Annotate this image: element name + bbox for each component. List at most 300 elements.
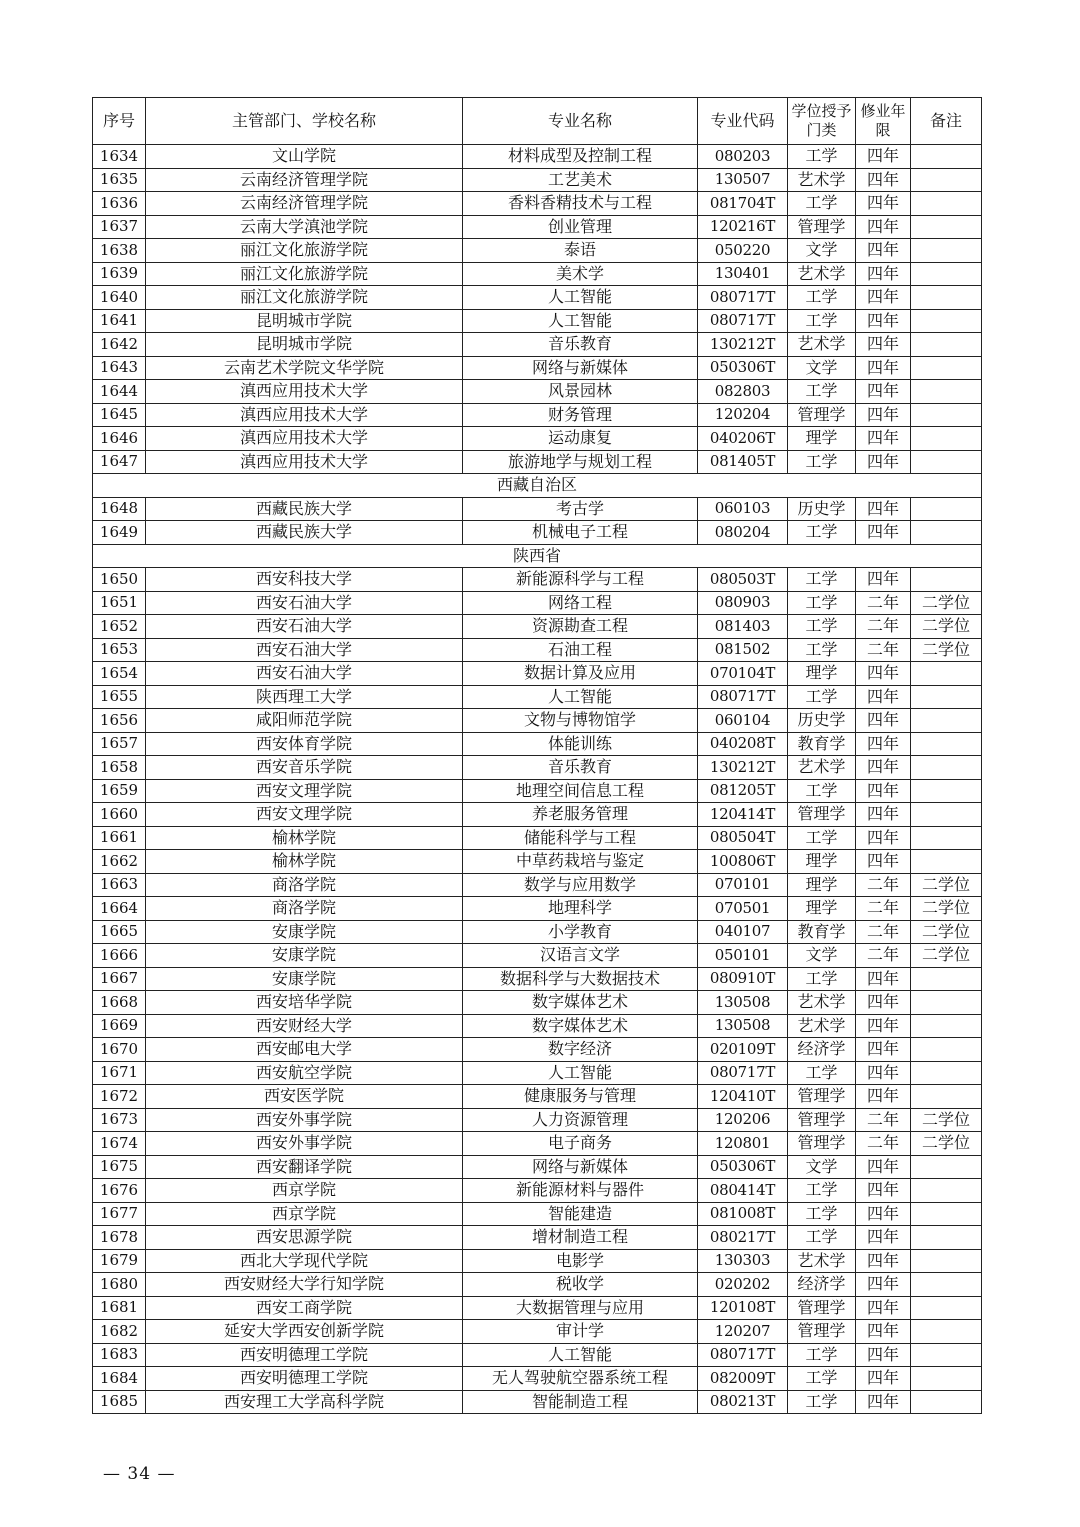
cell-note bbox=[911, 521, 982, 545]
cell-school: 陕西理工大学 bbox=[146, 685, 463, 709]
table-row bbox=[93, 1108, 982, 1132]
table-row bbox=[93, 826, 982, 850]
cell-major: 石油工程 bbox=[463, 638, 698, 662]
cell-seq: 1682 bbox=[93, 1320, 146, 1344]
cell-degree: 艺术学 bbox=[788, 168, 856, 192]
cell-seq: 1636 bbox=[93, 192, 146, 216]
cell-duration: 四年 bbox=[856, 1296, 911, 1320]
cell-seq: 1648 bbox=[93, 497, 146, 521]
cell-note bbox=[911, 286, 982, 310]
cell-duration: 四年 bbox=[856, 521, 911, 545]
table-row bbox=[93, 1132, 982, 1156]
cell-note bbox=[911, 991, 982, 1015]
cell-school: 西安思源学院 bbox=[146, 1226, 463, 1250]
cell-note bbox=[911, 1226, 982, 1250]
cell-note bbox=[911, 309, 982, 333]
cell-code: 120204 bbox=[698, 403, 788, 427]
cell-degree: 工学 bbox=[788, 779, 856, 803]
cell-major: 机械电子工程 bbox=[463, 521, 698, 545]
cell-major: 数字经济 bbox=[463, 1038, 698, 1062]
cell-seq: 1634 bbox=[93, 145, 146, 169]
cell-degree: 理学 bbox=[788, 873, 856, 897]
cell-seq: 1657 bbox=[93, 732, 146, 756]
cell-duration: 四年 bbox=[856, 1014, 911, 1038]
table-row bbox=[93, 239, 982, 263]
cell-degree: 工学 bbox=[788, 591, 856, 615]
cell-school: 西安翻译学院 bbox=[146, 1155, 463, 1179]
cell-duration: 四年 bbox=[856, 192, 911, 216]
cell-major: 创业管理 bbox=[463, 215, 698, 239]
cell-note bbox=[911, 497, 982, 521]
cell-major: 材料成型及控制工程 bbox=[463, 145, 698, 169]
cell-school: 滇西应用技术大学 bbox=[146, 403, 463, 427]
cell-major: 地理科学 bbox=[463, 897, 698, 921]
cell-degree: 工学 bbox=[788, 1179, 856, 1203]
table-row bbox=[93, 991, 982, 1015]
cell-major: 健康服务与管理 bbox=[463, 1085, 698, 1109]
cell-seq: 1674 bbox=[93, 1132, 146, 1156]
cell-code: 080203 bbox=[698, 145, 788, 169]
cell-code: 080414T bbox=[698, 1179, 788, 1203]
cell-duration: 四年 bbox=[856, 991, 911, 1015]
table-row bbox=[93, 944, 982, 968]
cell-note: 二学位 bbox=[911, 873, 982, 897]
cell-code: 080504T bbox=[698, 826, 788, 850]
cell-major: 数据计算及应用 bbox=[463, 662, 698, 686]
cell-seq: 1666 bbox=[93, 944, 146, 968]
cell-seq: 1656 bbox=[93, 709, 146, 733]
cell-major: 数据科学与大数据技术 bbox=[463, 967, 698, 991]
cell-school: 西安理工大学高科学院 bbox=[146, 1390, 463, 1414]
cell-code: 081403 bbox=[698, 615, 788, 639]
cell-school: 咸阳师范学院 bbox=[146, 709, 463, 733]
cell-school: 西安石油大学 bbox=[146, 662, 463, 686]
table-row bbox=[93, 286, 982, 310]
cell-degree: 工学 bbox=[788, 1202, 856, 1226]
cell-duration: 四年 bbox=[856, 286, 911, 310]
cell-note bbox=[911, 826, 982, 850]
table-row bbox=[93, 1273, 982, 1297]
section-row bbox=[93, 544, 982, 568]
cell-note bbox=[911, 1179, 982, 1203]
cell-school: 西安明德理工学院 bbox=[146, 1343, 463, 1367]
cell-duration: 二年 bbox=[856, 920, 911, 944]
cell-code: 120216T bbox=[698, 215, 788, 239]
cell-school: 安康学院 bbox=[146, 967, 463, 991]
cell-duration: 二年 bbox=[856, 944, 911, 968]
cell-code: 080903 bbox=[698, 591, 788, 615]
cell-code: 080213T bbox=[698, 1390, 788, 1414]
cell-degree: 管理学 bbox=[788, 215, 856, 239]
table-row bbox=[93, 732, 982, 756]
cell-seq: 1679 bbox=[93, 1249, 146, 1273]
cell-major: 网络与新媒体 bbox=[463, 1155, 698, 1179]
cell-school: 西安工商学院 bbox=[146, 1296, 463, 1320]
cell-degree: 工学 bbox=[788, 1226, 856, 1250]
cell-school: 西安邮电大学 bbox=[146, 1038, 463, 1062]
cell-seq: 1668 bbox=[93, 991, 146, 1015]
cell-note bbox=[911, 1202, 982, 1226]
cell-major: 资源勘查工程 bbox=[463, 615, 698, 639]
table-row bbox=[93, 403, 982, 427]
cell-seq: 1655 bbox=[93, 685, 146, 709]
cell-school: 西北大学现代学院 bbox=[146, 1249, 463, 1273]
table-row bbox=[93, 356, 982, 380]
cell-duration: 四年 bbox=[856, 1061, 911, 1085]
cell-degree: 工学 bbox=[788, 685, 856, 709]
table-row bbox=[93, 1226, 982, 1250]
cell-seq: 1663 bbox=[93, 873, 146, 897]
cell-major: 人工智能 bbox=[463, 685, 698, 709]
cell-degree: 工学 bbox=[788, 826, 856, 850]
cell-duration: 四年 bbox=[856, 826, 911, 850]
table-row bbox=[93, 756, 982, 780]
cell-seq: 1664 bbox=[93, 897, 146, 921]
table-row bbox=[93, 380, 982, 404]
cell-code: 082803 bbox=[698, 380, 788, 404]
cell-seq: 1671 bbox=[93, 1061, 146, 1085]
table-row bbox=[93, 1155, 982, 1179]
cell-seq: 1673 bbox=[93, 1108, 146, 1132]
cell-code: 060104 bbox=[698, 709, 788, 733]
cell-major: 新能源材料与器件 bbox=[463, 1179, 698, 1203]
cell-seq: 1669 bbox=[93, 1014, 146, 1038]
cell-school: 昆明城市学院 bbox=[146, 333, 463, 357]
cell-degree: 工学 bbox=[788, 1367, 856, 1391]
table-row bbox=[93, 427, 982, 451]
cell-major: 财务管理 bbox=[463, 403, 698, 427]
table-row bbox=[93, 145, 982, 169]
cell-seq: 1637 bbox=[93, 215, 146, 239]
cell-seq: 1654 bbox=[93, 662, 146, 686]
cell-note bbox=[911, 168, 982, 192]
cell-degree: 文学 bbox=[788, 944, 856, 968]
cell-degree: 艺术学 bbox=[788, 262, 856, 286]
cell-code: 082009T bbox=[698, 1367, 788, 1391]
cell-degree: 工学 bbox=[788, 380, 856, 404]
table-row bbox=[93, 215, 982, 239]
cell-school: 西安音乐学院 bbox=[146, 756, 463, 780]
cell-code: 080717T bbox=[698, 309, 788, 333]
cell-degree: 工学 bbox=[788, 192, 856, 216]
cell-duration: 四年 bbox=[856, 779, 911, 803]
cell-major: 汉语言文学 bbox=[463, 944, 698, 968]
cell-duration: 四年 bbox=[856, 732, 911, 756]
cell-duration: 四年 bbox=[856, 1390, 911, 1414]
cell-code: 080503T bbox=[698, 568, 788, 592]
cell-code: 080717T bbox=[698, 1343, 788, 1367]
cell-duration: 四年 bbox=[856, 239, 911, 263]
cell-seq: 1644 bbox=[93, 380, 146, 404]
cell-degree: 文学 bbox=[788, 1155, 856, 1179]
cell-major: 文物与博物馆学 bbox=[463, 709, 698, 733]
cell-degree: 工学 bbox=[788, 638, 856, 662]
cell-duration: 四年 bbox=[856, 380, 911, 404]
cell-seq: 1672 bbox=[93, 1085, 146, 1109]
cell-major: 音乐教育 bbox=[463, 333, 698, 357]
cell-major: 中草药栽培与鉴定 bbox=[463, 850, 698, 874]
cell-duration: 四年 bbox=[856, 168, 911, 192]
cell-degree: 工学 bbox=[788, 1061, 856, 1085]
table-row bbox=[93, 333, 982, 357]
cell-duration: 四年 bbox=[856, 1367, 911, 1391]
cell-degree: 工学 bbox=[788, 521, 856, 545]
cell-note bbox=[911, 685, 982, 709]
cell-note bbox=[911, 967, 982, 991]
cell-seq: 1638 bbox=[93, 239, 146, 263]
table-row bbox=[93, 709, 982, 733]
cell-major: 人工智能 bbox=[463, 1061, 698, 1085]
cell-degree: 教育学 bbox=[788, 732, 856, 756]
cell-school: 商洛学院 bbox=[146, 897, 463, 921]
cell-school: 丽江文化旅游学院 bbox=[146, 262, 463, 286]
table-row bbox=[93, 897, 982, 921]
cell-degree: 管理学 bbox=[788, 1296, 856, 1320]
cell-code: 040206T bbox=[698, 427, 788, 451]
header-major: 专业名称 bbox=[463, 98, 698, 145]
majors-table bbox=[92, 97, 982, 1414]
cell-code: 080717T bbox=[698, 286, 788, 310]
cell-degree: 工学 bbox=[788, 568, 856, 592]
cell-code: 100806T bbox=[698, 850, 788, 874]
cell-major: 电子商务 bbox=[463, 1132, 698, 1156]
cell-duration: 四年 bbox=[856, 403, 911, 427]
cell-seq: 1659 bbox=[93, 779, 146, 803]
header-degree: 学位授予门类 bbox=[788, 98, 856, 145]
cell-major: 地理空间信息工程 bbox=[463, 779, 698, 803]
cell-seq: 1683 bbox=[93, 1343, 146, 1367]
cell-code: 130212T bbox=[698, 756, 788, 780]
cell-duration: 四年 bbox=[856, 262, 911, 286]
cell-major: 小学教育 bbox=[463, 920, 698, 944]
cell-major: 香料香精技术与工程 bbox=[463, 192, 698, 216]
cell-degree: 理学 bbox=[788, 427, 856, 451]
cell-code: 081704T bbox=[698, 192, 788, 216]
table-row bbox=[93, 1320, 982, 1344]
cell-seq: 1681 bbox=[93, 1296, 146, 1320]
cell-seq: 1640 bbox=[93, 286, 146, 310]
cell-major: 考古学 bbox=[463, 497, 698, 521]
cell-duration: 四年 bbox=[856, 1179, 911, 1203]
cell-degree: 工学 bbox=[788, 145, 856, 169]
cell-degree: 经济学 bbox=[788, 1038, 856, 1062]
cell-school: 西藏民族大学 bbox=[146, 497, 463, 521]
cell-major: 审计学 bbox=[463, 1320, 698, 1344]
cell-seq: 1658 bbox=[93, 756, 146, 780]
table-row bbox=[93, 168, 982, 192]
table-row bbox=[93, 521, 982, 545]
table-row bbox=[93, 615, 982, 639]
cell-note: 二学位 bbox=[911, 1132, 982, 1156]
cell-duration: 二年 bbox=[856, 615, 911, 639]
cell-note bbox=[911, 356, 982, 380]
cell-degree: 经济学 bbox=[788, 1273, 856, 1297]
cell-degree: 管理学 bbox=[788, 403, 856, 427]
cell-school: 西安财经大学 bbox=[146, 1014, 463, 1038]
cell-note bbox=[911, 450, 982, 474]
cell-note bbox=[911, 732, 982, 756]
cell-degree: 工学 bbox=[788, 615, 856, 639]
cell-seq: 1676 bbox=[93, 1179, 146, 1203]
cell-degree: 文学 bbox=[788, 356, 856, 380]
cell-degree: 管理学 bbox=[788, 1085, 856, 1109]
cell-duration: 四年 bbox=[856, 1249, 911, 1273]
cell-note bbox=[911, 568, 982, 592]
cell-school: 云南经济管理学院 bbox=[146, 192, 463, 216]
cell-code: 120410T bbox=[698, 1085, 788, 1109]
table-row bbox=[93, 1038, 982, 1062]
cell-major: 电影学 bbox=[463, 1249, 698, 1273]
cell-school: 榆林学院 bbox=[146, 850, 463, 874]
cell-seq: 1645 bbox=[93, 403, 146, 427]
cell-seq: 1635 bbox=[93, 168, 146, 192]
cell-major: 人工智能 bbox=[463, 309, 698, 333]
cell-note bbox=[911, 756, 982, 780]
cell-degree: 艺术学 bbox=[788, 1014, 856, 1038]
cell-code: 080717T bbox=[698, 685, 788, 709]
cell-major: 无人驾驶航空器系统工程 bbox=[463, 1367, 698, 1391]
cell-seq: 1678 bbox=[93, 1226, 146, 1250]
cell-degree: 管理学 bbox=[788, 803, 856, 827]
cell-school: 西安石油大学 bbox=[146, 591, 463, 615]
cell-school: 西安明德理工学院 bbox=[146, 1367, 463, 1391]
cell-degree: 理学 bbox=[788, 897, 856, 921]
cell-major: 美术学 bbox=[463, 262, 698, 286]
cell-degree: 艺术学 bbox=[788, 1249, 856, 1273]
cell-major: 网络与新媒体 bbox=[463, 356, 698, 380]
cell-seq: 1677 bbox=[93, 1202, 146, 1226]
section-title: 西藏自治区 bbox=[93, 474, 982, 498]
table-row bbox=[93, 1367, 982, 1391]
cell-degree: 理学 bbox=[788, 850, 856, 874]
table-row bbox=[93, 685, 982, 709]
header-code: 专业代码 bbox=[698, 98, 788, 145]
cell-note bbox=[911, 427, 982, 451]
cell-note: 二学位 bbox=[911, 615, 982, 639]
cell-school: 西安财经大学行知学院 bbox=[146, 1273, 463, 1297]
cell-major: 工艺美术 bbox=[463, 168, 698, 192]
cell-code: 120801 bbox=[698, 1132, 788, 1156]
cell-major: 增材制造工程 bbox=[463, 1226, 698, 1250]
cell-school: 西安培华学院 bbox=[146, 991, 463, 1015]
cell-degree: 工学 bbox=[788, 450, 856, 474]
cell-seq: 1642 bbox=[93, 333, 146, 357]
cell-seq: 1680 bbox=[93, 1273, 146, 1297]
cell-duration: 四年 bbox=[856, 450, 911, 474]
cell-school: 西安体育学院 bbox=[146, 732, 463, 756]
cell-note bbox=[911, 1014, 982, 1038]
cell-note bbox=[911, 1296, 982, 1320]
table-row bbox=[93, 803, 982, 827]
table-row bbox=[93, 1390, 982, 1414]
cell-degree: 工学 bbox=[788, 286, 856, 310]
cell-school: 滇西应用技术大学 bbox=[146, 380, 463, 404]
cell-note bbox=[911, 1085, 982, 1109]
section-title: 陕西省 bbox=[93, 544, 982, 568]
cell-note bbox=[911, 215, 982, 239]
table-row bbox=[93, 591, 982, 615]
cell-seq: 1647 bbox=[93, 450, 146, 474]
cell-major: 人工智能 bbox=[463, 1343, 698, 1367]
cell-duration: 四年 bbox=[856, 215, 911, 239]
cell-school: 云南经济管理学院 bbox=[146, 168, 463, 192]
cell-school: 云南大学滇池学院 bbox=[146, 215, 463, 239]
cell-degree: 工学 bbox=[788, 967, 856, 991]
table-row bbox=[93, 1014, 982, 1038]
cell-duration: 四年 bbox=[856, 1038, 911, 1062]
cell-code: 080217T bbox=[698, 1226, 788, 1250]
cell-code: 020202 bbox=[698, 1273, 788, 1297]
cell-code: 130401 bbox=[698, 262, 788, 286]
cell-note bbox=[911, 850, 982, 874]
cell-major: 旅游地学与规划工程 bbox=[463, 450, 698, 474]
cell-major: 智能建造 bbox=[463, 1202, 698, 1226]
cell-note bbox=[911, 403, 982, 427]
cell-degree: 工学 bbox=[788, 1390, 856, 1414]
cell-major: 数学与应用数学 bbox=[463, 873, 698, 897]
cell-major: 数字媒体艺术 bbox=[463, 1014, 698, 1038]
cell-code: 130508 bbox=[698, 1014, 788, 1038]
cell-school: 西安石油大学 bbox=[146, 615, 463, 639]
cell-degree: 历史学 bbox=[788, 709, 856, 733]
table-row bbox=[93, 1249, 982, 1273]
cell-major: 风景园林 bbox=[463, 380, 698, 404]
cell-school: 西安文理学院 bbox=[146, 779, 463, 803]
cell-note: 二学位 bbox=[911, 944, 982, 968]
table-row bbox=[93, 850, 982, 874]
cell-seq: 1652 bbox=[93, 615, 146, 639]
cell-duration: 四年 bbox=[856, 1085, 911, 1109]
cell-note bbox=[911, 803, 982, 827]
cell-duration: 四年 bbox=[856, 333, 911, 357]
cell-code: 120108T bbox=[698, 1296, 788, 1320]
cell-duration: 四年 bbox=[856, 497, 911, 521]
table-body bbox=[93, 145, 982, 1414]
cell-seq: 1639 bbox=[93, 262, 146, 286]
cell-seq: 1649 bbox=[93, 521, 146, 545]
table-row bbox=[93, 920, 982, 944]
cell-school: 丽江文化旅游学院 bbox=[146, 239, 463, 263]
cell-school: 滇西应用技术大学 bbox=[146, 450, 463, 474]
cell-code: 130508 bbox=[698, 991, 788, 1015]
cell-major: 泰语 bbox=[463, 239, 698, 263]
cell-school: 榆林学院 bbox=[146, 826, 463, 850]
table-row bbox=[93, 450, 982, 474]
cell-major: 体能训练 bbox=[463, 732, 698, 756]
cell-major: 储能科学与工程 bbox=[463, 826, 698, 850]
cell-seq: 1650 bbox=[93, 568, 146, 592]
cell-major: 运动康复 bbox=[463, 427, 698, 451]
table-header-row bbox=[93, 98, 982, 145]
table-row bbox=[93, 1061, 982, 1085]
cell-seq: 1660 bbox=[93, 803, 146, 827]
cell-seq: 1684 bbox=[93, 1367, 146, 1391]
cell-degree: 理学 bbox=[788, 662, 856, 686]
cell-major: 网络工程 bbox=[463, 591, 698, 615]
cell-code: 120414T bbox=[698, 803, 788, 827]
table-row bbox=[93, 1085, 982, 1109]
table-row bbox=[93, 1343, 982, 1367]
cell-code: 080717T bbox=[698, 1061, 788, 1085]
cell-note bbox=[911, 262, 982, 286]
cell-code: 050220 bbox=[698, 239, 788, 263]
cell-code: 081502 bbox=[698, 638, 788, 662]
cell-degree: 艺术学 bbox=[788, 991, 856, 1015]
cell-note bbox=[911, 1390, 982, 1414]
cell-code: 080204 bbox=[698, 521, 788, 545]
cell-seq: 1685 bbox=[93, 1390, 146, 1414]
cell-degree: 历史学 bbox=[788, 497, 856, 521]
